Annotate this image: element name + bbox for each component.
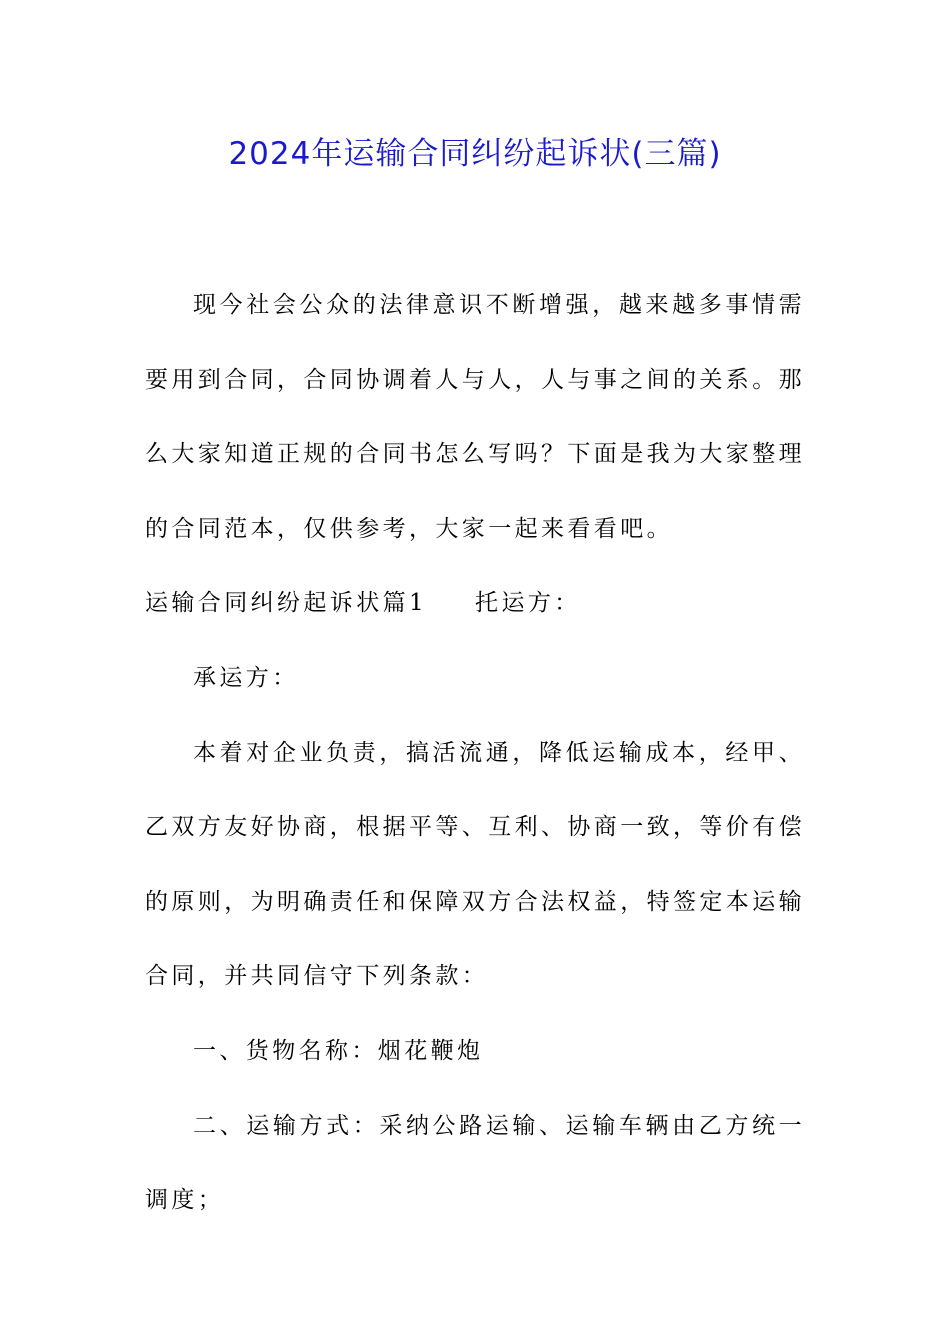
clause-goods-name: 一、货物名称：烟花鞭炮 xyxy=(193,1037,484,1064)
carrier-label: 承运方： xyxy=(193,664,299,691)
preamble-paragraph: 本着对企业负责，搞活流通，降低运输成本，经甲、乙双方友好协商，根据平等、互利、协商一致，等价有偿的原则，为明确责任和保障双方合法权益，特签定本运输合同，并共同信守下列条款： xyxy=(145,739,805,990)
intro-paragraph: 现今社会公众的法律意识不断增强，越来越多事情需要用到合同，合同协调着人与人，人与事之间的关系。那么大家知道正规的合同书怎么写吗？下面是我为大家整理的合同范本，仅供参考，大家一起来看看吧。 xyxy=(145,292,805,542)
document-body xyxy=(145,268,805,1238)
section-heading-line xyxy=(145,566,805,641)
document-title: 2024年运输合同纠纷起诉状(三篇) xyxy=(228,136,722,172)
section-title: 运输合同纠纷起诉状篇1 xyxy=(145,590,428,617)
shipper-label: 托运方： xyxy=(475,590,581,617)
clause-transport-method: 二、运输方式：采纳公路运输、运输车辆由乙方统一调度； xyxy=(145,1112,805,1214)
